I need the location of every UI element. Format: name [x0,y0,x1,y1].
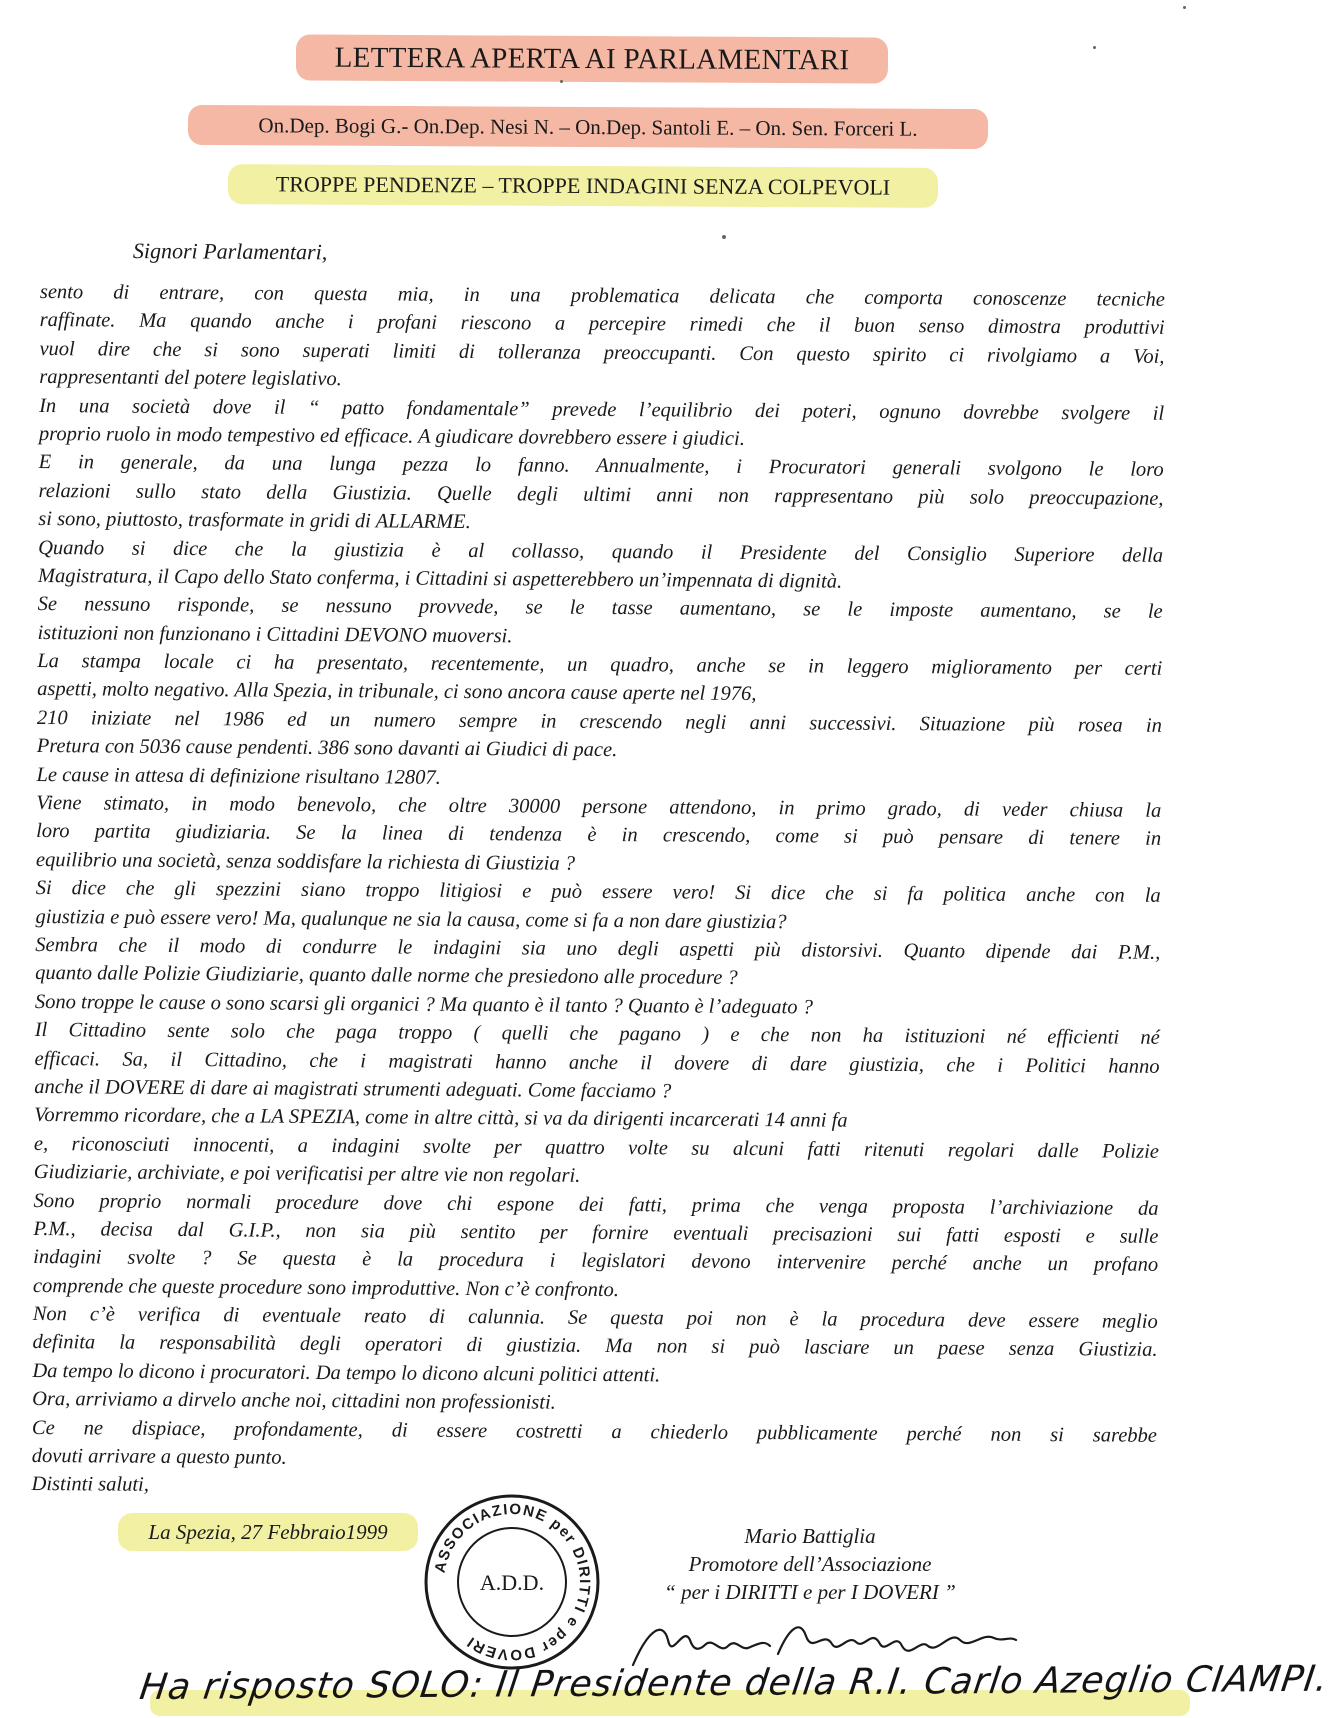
scan-speck [560,80,563,83]
signatory-block [610,1522,1010,1606]
body-line: anche il DOVERE di dare ai magistrati strumenti adeguati. Come facciamo ? [34,1075,672,1103]
body-line: Ora, arriviamo a dirvelo anche noi, cittadini non professionisti. [32,1388,556,1414]
body-line: P.M., decisa dal G.I.P., non sia più sentito per fornire eventuali precisazioni sui fatti esposti e sulle [33,1217,1159,1248]
body-line: Vorremmo ricordare, che a LA SPEZIA, come in altre città, si va da dirigenti incarcerati 14 anni fa [34,1104,848,1132]
body-line: comprende che queste procedure sono improduttive. Non c’è confronto. [32,1274,620,1301]
signatory-association: “ per i DIRITTI e per I DOVERI ” [664,1580,956,1604]
letter-title: LETTERA APERTA AI PARLAMENTARI [296,34,888,83]
place-date: La Spezia, 27 Febbraio1999 [118,1513,418,1551]
body-line: Se nessuno risponde, se nessuno provvede, se le tasse aumentano, se le imposte aumentano, se le [37,593,1163,624]
body-line: Sono troppe le cause o sono scarsi gli organici ? Ma quanto è il tanto ? Quanto è l’adeguato ? [34,990,813,1019]
letter-body [31,278,1164,1507]
body-line: Magistratura, il Capo dello Stato conferma, i Cittadini si aspetterebbero un’impennata di dignità. [37,564,843,593]
salutation: Signori Parlamentari, [132,238,328,265]
body-line: Da tempo lo dicono i procuratori. Da tempo lo dicono alcuni politici attenti. [32,1359,661,1387]
body-line: Viene stimato, in modo benevolo, che oltre 30000 persone attendono, in primo grado, di veder chiusa la [36,792,1162,822]
body-line: E in generale, da una lunga pezza lo fanno. Annualmente, i Procuratori generali svolgono le loro [38,451,1164,482]
body-line: vuol dire che si sono superati limiti di tolleranza preoccupanti. Con questo spirito ci rivolgiamo a Voi, [39,337,1165,368]
body-line: efficaci. Sa, il Cittadino, che i magistrati hanno anche il dovere di dare giustizia, che i Politici hanno [34,1047,1160,1078]
handwritten-note-text: Ha risposto SOLO: Il Presidente della R.I. Carlo Azeglio CIAMPI. [137,1658,1331,1709]
body-line: Quando si dice che la giustizia è al collasso, quando il Presidente del Consiglio Superiore della [38,536,1164,567]
letter-subtitle: TROPPE PENDENZE – TROPPE INDAGINI SENZA COLPEVOLI [228,164,938,208]
body-line: In una società dove il “ patto fondamentale” prevede l’equilibrio dei poteri, ognuno dovrebbe svolgere il [39,394,1165,425]
scan-speck [722,235,726,239]
body-line: Ce ne dispiace, profondamente, di essere costretti a chiederlo pubblicamente perché non si sarebbe [31,1416,1158,1447]
body-line: definita la responsabilità degli operatori di giustizia. Ma non si può lasciare un paese senza Giustizia. [32,1331,1158,1362]
body-line: loro partita giudiziaria. Se la linea di tendenza è in crescendo, come si può pensare di tenere in [36,820,1162,851]
body-line: Non c’è verifica di eventuale reato di calunnia. Se questa poi non è la procedura deve essere meglio [32,1303,1158,1333]
handwritten-note [137,1658,1331,1714]
body-line: Sono proprio normali procedure dove chi espone dei fatti, prima che venga proposta l’archiviazione da [33,1189,1159,1220]
signatory-role: Promotore dell’Associazione [688,1552,932,1576]
association-stamp [420,1490,604,1674]
body-line: e, riconosciuti innocenti, a indagini svolte per quattro volte su alcuni fatti ritenuti regolari dalle Polizie [33,1132,1160,1163]
body-line: Distinti saluti, [31,1473,149,1497]
body-line: Sembra che il modo di condurre le indagini sia uno degli aspetti più distorsivi. Quanto dipende dai P.M., [35,933,1161,964]
body-line: equilibrio una società, senza soddisfare la richiesta di Giustizia ? [35,848,576,875]
stamp-ring-text: ASSOCIAZIONE per DIRITTI e per DOVERI [431,1500,594,1664]
recipients-line: On.Dep. Bogi G.- On.Dep. Nesi N. – On.Dep. Santoli E. – On. Sen. Forceri L. [188,105,988,149]
body-line: Giudiziarie, archiviate, e poi verificatisi per altre vie non regolari. [33,1161,581,1187]
body-line: si sono, piuttosto, trasformate in gridi di ALLARME. [38,508,471,534]
scan-speck [1183,6,1186,9]
body-line: Il Cittadino sente solo che paga troppo ( quelli che pagano ) e che non ha istituzioni né efficienti né [34,1019,1160,1049]
body-line: La stampa locale ci ha presentato, recentemente, un quadro, anche se in leggero miglioramento per certi [37,650,1163,680]
body-line: proprio ruolo in modo tempestivo ed efficace. A giudicare dovrebbero essere i giudici. [38,422,745,450]
body-line: sento di entrare, con questa mia, in una problematica delicata che comporta conoscenze tecniche [39,280,1165,311]
body-line: relazioni sullo stato della Giustizia. Quelle degli ultimi anni non rappresentano più solo preoccupazione, [38,479,1164,510]
signatory-name: Mario Battiglia [744,1524,876,1548]
body-line: aspetti, molto negativo. Alla Spezia, in tribunale, ci sono ancora cause aperte nel 1976, [37,678,757,706]
scan-speck [1093,46,1096,49]
body-line: giustizia e può essere vero! Ma, qualunque ne sia la causa, come si fa a non dare giustizia? [35,905,787,933]
body-line: quanto dalle Polizie Giudiziarie, quanto dalle norme che presiedono alle procedure ? [35,962,738,990]
body-line: 210 iniziate nel 1986 ed un numero sempre in crescendo negli anni successivi. Situazione più rosea in [36,706,1162,737]
body-line: istituzioni non funzionano i Cittadini DEVONO muoversi. [37,621,513,647]
body-line: Pretura con 5036 cause pendenti. 386 sono davanti ai Giudici di pace. [36,735,618,762]
body-line: indagini svolte ? Se questa è la procedura i legislatori devono intervenire perché anche un profano [33,1246,1159,1277]
stamp-center-text: A.D.D. [479,1570,545,1595]
body-line: rappresentanti del potere legislativo. [39,366,342,391]
body-line: dovuti arrivare a questo punto. [31,1444,287,1469]
body-line: Si dice che gli spezzini siano troppo litigiosi e può essere vero! Si dice che si fa politica anche con la [35,877,1161,908]
body-line: Le cause in attesa di definizione risultano 12807. [36,763,441,789]
body-line: raffinate. Ma quando anche i profani riescono a percepire rimedi che il buon senso dimostra produttivi [39,309,1165,340]
